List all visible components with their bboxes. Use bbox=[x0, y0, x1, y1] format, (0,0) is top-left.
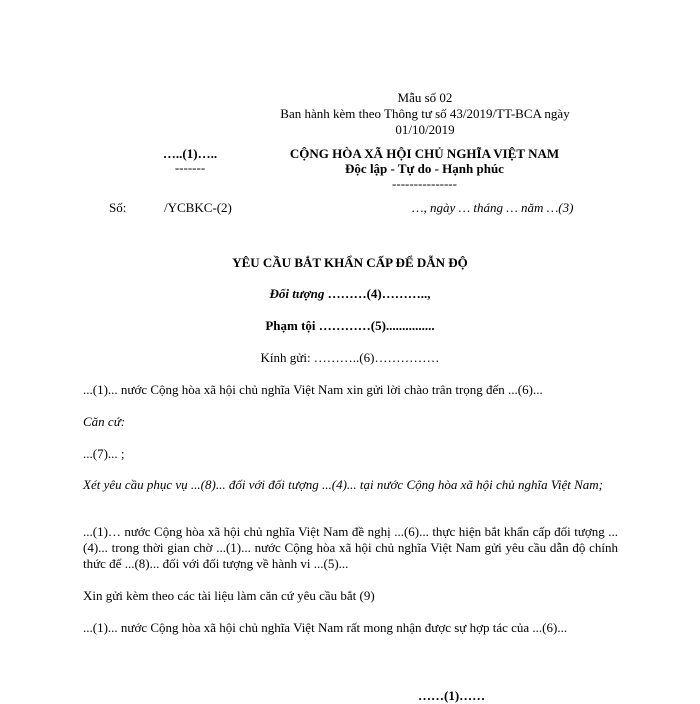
agency-rule: ------- bbox=[174, 160, 206, 175]
place-date: …, ngày … tháng … năm …(3) bbox=[412, 200, 574, 215]
basis-item: ...(7)... ; bbox=[83, 446, 125, 461]
subject-label: Đối tượng bbox=[269, 286, 325, 301]
greeting-paragraph: ...(1)... nước Cộng hòa xã hội chủ nghĩa Việt Nam xin gửi lời chào trân trọng đến ...(6)... bbox=[83, 382, 543, 397]
crime-label: Phạm tội bbox=[265, 318, 316, 333]
country-name: CỘNG HÒA XÃ HỘI CHỦ NGHĨA VIỆT NAM bbox=[289, 146, 560, 161]
document-number-code: /YCBKC-(2) bbox=[164, 200, 232, 215]
closing-paragraph: ...(1)... nước Cộng hòa xã hội chủ nghĩa Việt Nam rất mong nhận được sự hợp tác của ...(6)... bbox=[83, 620, 568, 635]
signature-agency: ……(1)…… bbox=[418, 688, 486, 703]
document-number-label: Số: bbox=[109, 200, 127, 215]
basis-label: Căn cứ: bbox=[83, 414, 126, 429]
subject-line bbox=[150, 286, 550, 302]
crime-line bbox=[150, 318, 550, 334]
agency-name: …..(1)….. bbox=[162, 146, 218, 161]
issued-date-line: 01/10/2019 bbox=[395, 122, 455, 137]
considering-paragraph: Xét yêu cầu phục vụ ...(8)... đối với đối tượng ...(4)... tại nước Cộng hòa xã hội chủ nghĩa Việt Nam; bbox=[83, 477, 603, 492]
document-title: YÊU CẦU BẮT KHẨN CẤP ĐỂ DẪN ĐỘ bbox=[232, 255, 468, 270]
crime-value: …………(5)............... bbox=[318, 318, 435, 333]
recipient-line: Kính gửi: ………..(6)…………… bbox=[260, 350, 440, 365]
form-number: Mẫu số 02 bbox=[397, 90, 453, 105]
national-motto: Độc lập - Tự do - Hạnh phúc bbox=[345, 161, 504, 176]
request-paragraph: ...(1)… nước Cộng hòa xã hội chủ nghĩa Việt Nam đề nghị ...(6)... thực hiện bắt khẩn cấp đối tượng ...(4)... trong thời gian chờ ...(1)... nước Cộng hòa xã hội chủ nghĩa Việt Nam gửi yêu cầu dẫn độ chính thức để ...(8)... đối với đối tượng về hành vi ...(5)... bbox=[83, 524, 618, 571]
issued-by-line: Ban hành kèm theo Thông tư số 43/2019/TT-BCA ngày bbox=[280, 106, 570, 121]
attachments-paragraph: Xin gửi kèm theo các tài liệu làm căn cứ yêu cầu bắt (9) bbox=[83, 588, 375, 603]
motto-rule: --------------- bbox=[392, 176, 457, 191]
subject-value: ………(4)……….., bbox=[327, 286, 431, 301]
